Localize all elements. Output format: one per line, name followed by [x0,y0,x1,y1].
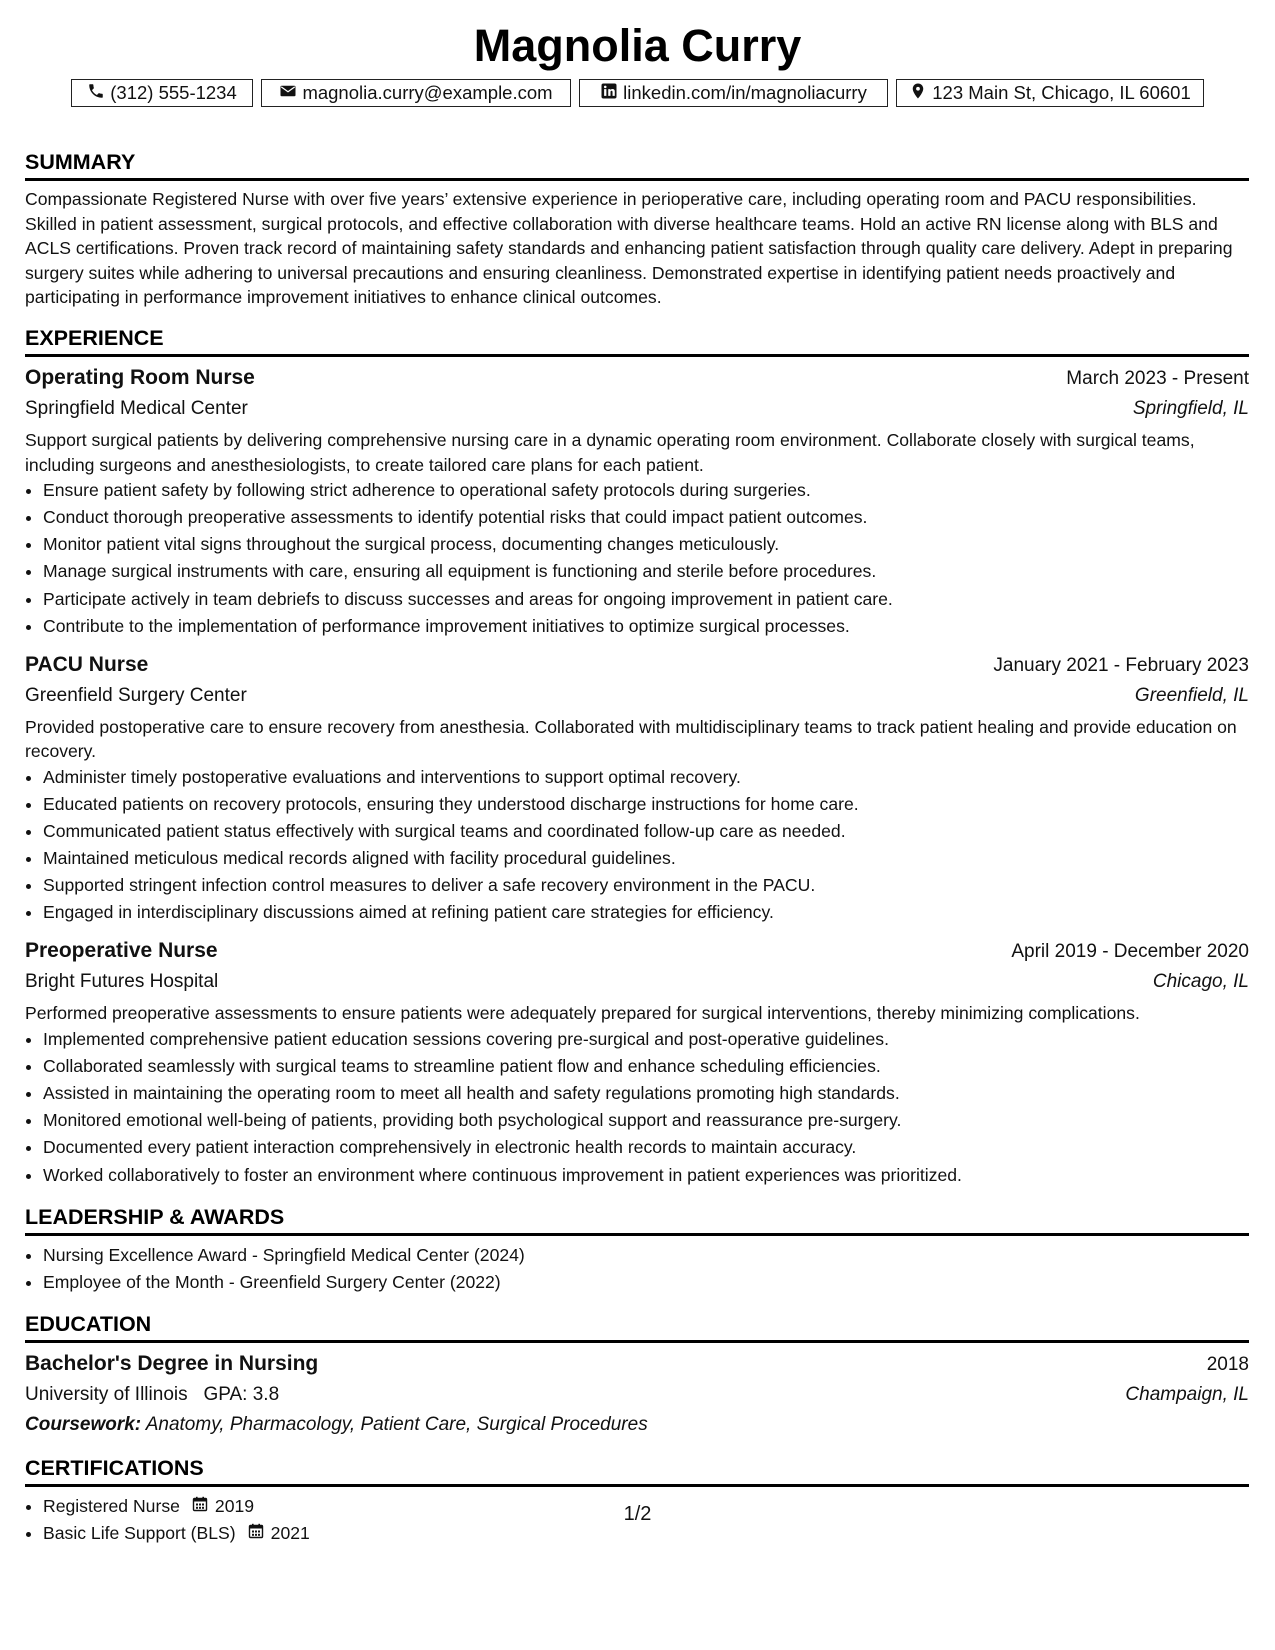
list-item: • Administer timely postoperative evaluations and interventions to support optimal recovery. [43,764,1249,791]
school-name: University of Illinois [25,1383,188,1405]
job-entry [25,363,1249,640]
list-item: • Contribute to the implementation of performance improvement initiatives to optimize surgical processes. [43,613,1249,640]
section-title: LEADERSHIP & AWARDS [25,1203,1249,1236]
phone-text: (312) 555-1234 [110,82,237,103]
list-item: • Monitor patient vital signs throughout the surgical process, documenting changes meticulously. [43,531,1249,558]
job-title: PACU Nurse [25,652,149,676]
phone-icon [87,82,105,105]
list-item: • Supported stringent infection control measures to deliver a safe recovery environment in the PACU. [43,872,1249,899]
page-number: 1/2 [623,1503,652,1525]
section-title: EDUCATION [25,1310,1249,1343]
contact-bar [0,79,1275,107]
list-item: • Manage surgical instruments with care, ensuring all equipment is functioning and sterile before procedures. [43,558,1249,585]
awards-section [25,1203,1249,1296]
coursework-line [25,1410,1249,1440]
list-item: • Engaged in interdisciplinary discussions aimed at refining patient care strategies for efficiency. [43,899,1249,926]
contact-address[interactable] [896,79,1204,107]
candidate-name: Magnolia Curry [473,20,802,71]
list-item: • Employee of the Month - Greenfield Surgery Center (2022) [43,1269,1249,1296]
resume-body [25,148,1249,1561]
list-item: • Assisted in maintaining the operating room to meet all health and safety regulations promoting high standards. [43,1080,1249,1107]
list-item: • Implemented comprehensive patient education sessions covering pre-surgical and post-operative guidelines. [43,1026,1249,1053]
list-item: • Nursing Excellence Award - Springfield Medical Center (2024) [43,1242,1249,1269]
job-description: Provided postoperative care to ensure recovery from anesthesia. Collaborated with multidisciplinary teams to track patient healing and provide education on recovery. [25,716,1237,762]
degree-title: Bachelor's Degree in Nursing [25,1351,319,1375]
cert-year: 2019 [214,1495,255,1516]
list-item: • Participate actively in team debriefs to discuss successes and areas for ongoing improvement in patient care. [43,586,1249,613]
list-item: • Ensure patient safety by following strict adherence to operational safety protocols during surgeries. [43,477,1249,504]
coursework-text: Anatomy, Pharmacology, Patient Care, Surgical Procedures [145,1413,648,1435]
cert-name: • Registered Nurse [43,1495,180,1516]
job-bullets [25,764,1249,927]
coursework-label: Coursework: [25,1413,142,1435]
job-title: Preoperative Nurse [25,939,218,963]
list-item: • Communicated patient status effectively with surgical teams and coordinated follow-up care as needed. [43,818,1249,845]
job-bullets [25,1026,1249,1189]
education-section [25,1310,1249,1440]
section-title: EXPERIENCE [25,324,1249,357]
awards-list [25,1242,1249,1296]
cert-name: • Basic Life Support (BLS) [43,1522,236,1543]
gpa: GPA: 3.8 [203,1383,280,1405]
contact-linkedin[interactable] [579,79,888,107]
school-location: Champaign, IL [1125,1383,1249,1405]
list-item: • Educated patients on recovery protocols, ensuring they understood discharge instructions for home care. [43,791,1249,818]
job-organization: Greenfield Surgery Center [25,684,247,706]
job-location: Springfield, IL [1132,397,1249,419]
list-item: • Maintained meticulous medical records aligned with facility procedural guidelines. [43,845,1249,872]
list-item: • Documented every patient interaction comprehensively in electronic health records to maintain accuracy. [43,1134,1249,1161]
envelope-icon [279,82,297,105]
job-entry [25,936,1249,1188]
job-bullets [25,477,1249,640]
list-item: • Monitored emotional well-being of patients, providing both psychological support and reassurance pre-surgery. [43,1107,1249,1134]
map-pin-icon [909,82,927,105]
section-title: SUMMARY [25,148,1249,181]
job-location: Chicago, IL [1152,971,1249,993]
email-text: magnolia.curry@example.com [302,82,553,103]
job-dates: January 2021 - February 2023 [993,654,1249,676]
contact-email[interactable] [261,79,571,107]
job-title: Operating Room Nurse [25,365,255,389]
contact-phone[interactable] [71,79,253,107]
job-organization: Springfield Medical Center [25,397,248,419]
graduation-year: 2018 [1206,1353,1249,1375]
job-description: Performed preoperative assessments to ensure patients were adequately prepared for surgical interventions, thereby minimizing complications. [25,1003,1140,1024]
linkedin-icon [600,82,618,105]
cert-year: 2021 [270,1522,310,1543]
linkedin-text: linkedin.com/in/magnoliacurry [623,82,867,103]
summary-text: Compassionate Registered Nurse with over five years’ extensive experience in perioperative care, including operating room and PACU responsibilities. Skilled in patient assessment, surgical protocols, and effective collaboration with diverse healthcare teams. Hold an active RN license along with BLS and ACLS certifications. Proven track record of maintaining safety standards and enhancing patient satisfaction through quality care delivery. Adept in preparing surgery suites while adhering to universal precautions and ensuring cleanliness. Demonstrated expertise in identifying patient needs proactively and participating in performance improvement initiatives to enhance clinical outcomes. [25,189,1233,308]
job-dates: March 2023 - Present [1066,367,1249,389]
list-item: • Worked collaboratively to foster an environment where continuous improvement in patient experiences was prioritized. [43,1162,1249,1189]
list-item: • Collaborated seamlessly with surgical teams to streamline patient flow and enhance scheduling efficiencies. [43,1053,1249,1080]
job-dates: April 2019 - December 2020 [1011,941,1249,963]
section-title: CERTIFICATIONS [25,1454,1249,1487]
job-description: Support surgical patients by delivering comprehensive nursing care in a dynamic operating room environment. Collaborate closely with surgical teams, including surgeons and anesthesiologists, to create tailored care plans for each patient. [25,429,1195,475]
school-line [25,1380,279,1410]
job-entry [25,650,1249,927]
list-item: • Conduct thorough preoperative assessments to identify potential risks that could impact patient outcomes. [43,504,1249,531]
job-location: Greenfield, IL [1134,684,1249,706]
experience-section [25,324,1249,1189]
address-text: 123 Main St, Chicago, IL 60601 [932,82,1191,103]
job-organization: Bright Futures Hospital [25,971,219,993]
summary-section [25,148,1249,310]
